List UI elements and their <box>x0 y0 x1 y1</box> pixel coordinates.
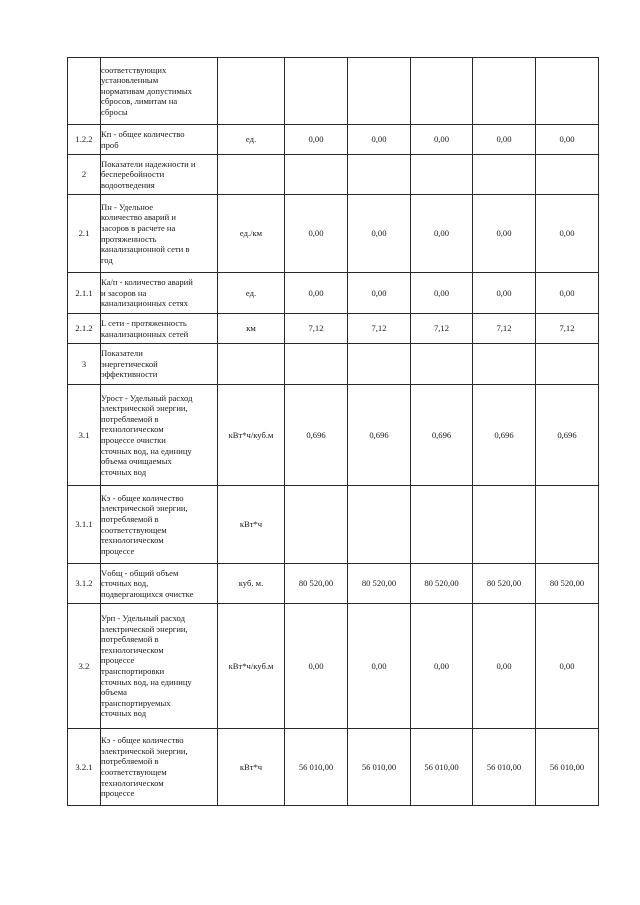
value-cell: 7,12 <box>411 314 473 344</box>
table-row <box>68 195 599 273</box>
unit-cell <box>218 58 285 125</box>
indicator-name: Ка/п - количество аварий и засоров на канализационных сетях <box>101 273 218 314</box>
row-number: 2.1.2 <box>68 314 101 344</box>
value-cell <box>411 344 473 385</box>
unit-cell <box>218 344 285 385</box>
indicator-name: Показатели надежности и бесперебойности водоотведения <box>101 155 218 195</box>
indicator-name: Показатели энергетической эффективности <box>101 344 218 385</box>
value-cell <box>348 344 411 385</box>
table-row <box>68 564 599 604</box>
value-cell: 0,00 <box>285 273 348 314</box>
value-cell: 0,00 <box>348 125 411 155</box>
value-cell: 0,00 <box>536 604 599 729</box>
value-cell: 0,696 <box>348 385 411 486</box>
value-cell <box>536 58 599 125</box>
row-number: 3.1 <box>68 385 101 486</box>
row-number: 3.2 <box>68 604 101 729</box>
unit-cell: ед./км <box>218 195 285 273</box>
value-cell: 56 010,00 <box>473 729 536 806</box>
value-cell: 0,00 <box>536 195 599 273</box>
value-cell: 7,12 <box>285 314 348 344</box>
indicator-name: Кп - общее количество проб <box>101 125 218 155</box>
value-cell: 0,696 <box>536 385 599 486</box>
value-cell: 0,00 <box>348 273 411 314</box>
row-number: 2.1 <box>68 195 101 273</box>
value-cell <box>285 486 348 564</box>
value-cell: 0,00 <box>411 195 473 273</box>
value-cell: 56 010,00 <box>348 729 411 806</box>
unit-cell: куб. м. <box>218 564 285 604</box>
value-cell: 7,12 <box>536 314 599 344</box>
unit-cell: ед. <box>218 273 285 314</box>
value-cell: 0,00 <box>411 273 473 314</box>
table-row <box>68 385 599 486</box>
value-cell: 0,00 <box>348 195 411 273</box>
indicator-name: Кэ - общее количество электрической энергии, потребляемой в соответствующем технологическом процессе <box>101 729 218 806</box>
value-cell: 0,00 <box>473 195 536 273</box>
value-cell <box>285 344 348 385</box>
value-cell <box>536 344 599 385</box>
indicator-name: L сети - протяженность канализационных сетей <box>101 314 218 344</box>
value-cell: 80 520,00 <box>285 564 348 604</box>
value-cell <box>473 344 536 385</box>
row-number: 1.2.2 <box>68 125 101 155</box>
value-cell: 0,00 <box>348 604 411 729</box>
table-row <box>68 125 599 155</box>
value-cell: 0,00 <box>285 604 348 729</box>
unit-cell: кВт*ч <box>218 486 285 564</box>
indicator-name: Кэ - общее количество электрической энергии, потребляемой в соответствующем технологическом процессе <box>101 486 218 564</box>
row-number: 2 <box>68 155 101 195</box>
unit-cell: кВт*ч <box>218 729 285 806</box>
value-cell: 0,696 <box>473 385 536 486</box>
value-cell: 80 520,00 <box>473 564 536 604</box>
value-cell: 80 520,00 <box>411 564 473 604</box>
value-cell: 0,00 <box>285 195 348 273</box>
indicators-table <box>67 57 599 806</box>
value-cell: 0,696 <box>411 385 473 486</box>
row-number: 3.1.1 <box>68 486 101 564</box>
value-cell: 0,00 <box>536 273 599 314</box>
value-cell <box>536 155 599 195</box>
value-cell: 0,00 <box>285 125 348 155</box>
value-cell: 0,00 <box>411 125 473 155</box>
unit-cell: кВт*ч/куб.м <box>218 385 285 486</box>
unit-cell: ед. <box>218 125 285 155</box>
value-cell <box>473 58 536 125</box>
indicator-name: Vобщ - общий объем сточных вод, подвергающихся очистке <box>101 564 218 604</box>
value-cell <box>536 486 599 564</box>
indicator-name: Урост - Удельный расход электрической энергии, потребляемой в технологическом процессе очистки сточных вод, на единицу объема очищаемых сточных вод <box>101 385 218 486</box>
value-cell <box>348 486 411 564</box>
table-row <box>68 344 599 385</box>
row-number: 2.1.1 <box>68 273 101 314</box>
value-cell: 80 520,00 <box>348 564 411 604</box>
indicator-name: Пн - Удельное количество аварий и засоров в расчете на протяженность канализационной сети в год <box>101 195 218 273</box>
row-number: 3.2.1 <box>68 729 101 806</box>
value-cell: 80 520,00 <box>536 564 599 604</box>
unit-cell: кВт*ч/куб.м <box>218 604 285 729</box>
unit-cell <box>218 155 285 195</box>
table-row <box>68 155 599 195</box>
value-cell: 0,00 <box>536 125 599 155</box>
table-row <box>68 604 599 729</box>
value-cell: 56 010,00 <box>536 729 599 806</box>
value-cell: 7,12 <box>348 314 411 344</box>
value-cell: 0,00 <box>411 604 473 729</box>
value-cell: 0,696 <box>285 385 348 486</box>
value-cell: 56 010,00 <box>411 729 473 806</box>
value-cell: 0,00 <box>473 125 536 155</box>
value-cell <box>473 486 536 564</box>
value-cell: 56 010,00 <box>285 729 348 806</box>
value-cell <box>285 58 348 125</box>
value-cell <box>473 155 536 195</box>
value-cell <box>411 486 473 564</box>
row-number: 3.1.2 <box>68 564 101 604</box>
value-cell: 7,12 <box>473 314 536 344</box>
indicator-name: соответствующих установленным нормативам допустимых сбросов, лимитам на сбросы <box>101 58 218 125</box>
value-cell <box>411 155 473 195</box>
table-row <box>68 729 599 806</box>
row-number <box>68 58 101 125</box>
value-cell <box>348 58 411 125</box>
value-cell <box>348 155 411 195</box>
table-row <box>68 58 599 125</box>
value-cell: 0,00 <box>473 273 536 314</box>
table-row <box>68 314 599 344</box>
value-cell <box>285 155 348 195</box>
table-row <box>68 273 599 314</box>
value-cell: 0,00 <box>473 604 536 729</box>
unit-cell: км <box>218 314 285 344</box>
indicator-name: Урп - Удельный расход электрической энергии, потребляемой в технологическом процессе транспортировки сточных вод, на единицу объема транспортируемых сточных вод <box>101 604 218 729</box>
table-row <box>68 486 599 564</box>
value-cell <box>411 58 473 125</box>
row-number: 3 <box>68 344 101 385</box>
